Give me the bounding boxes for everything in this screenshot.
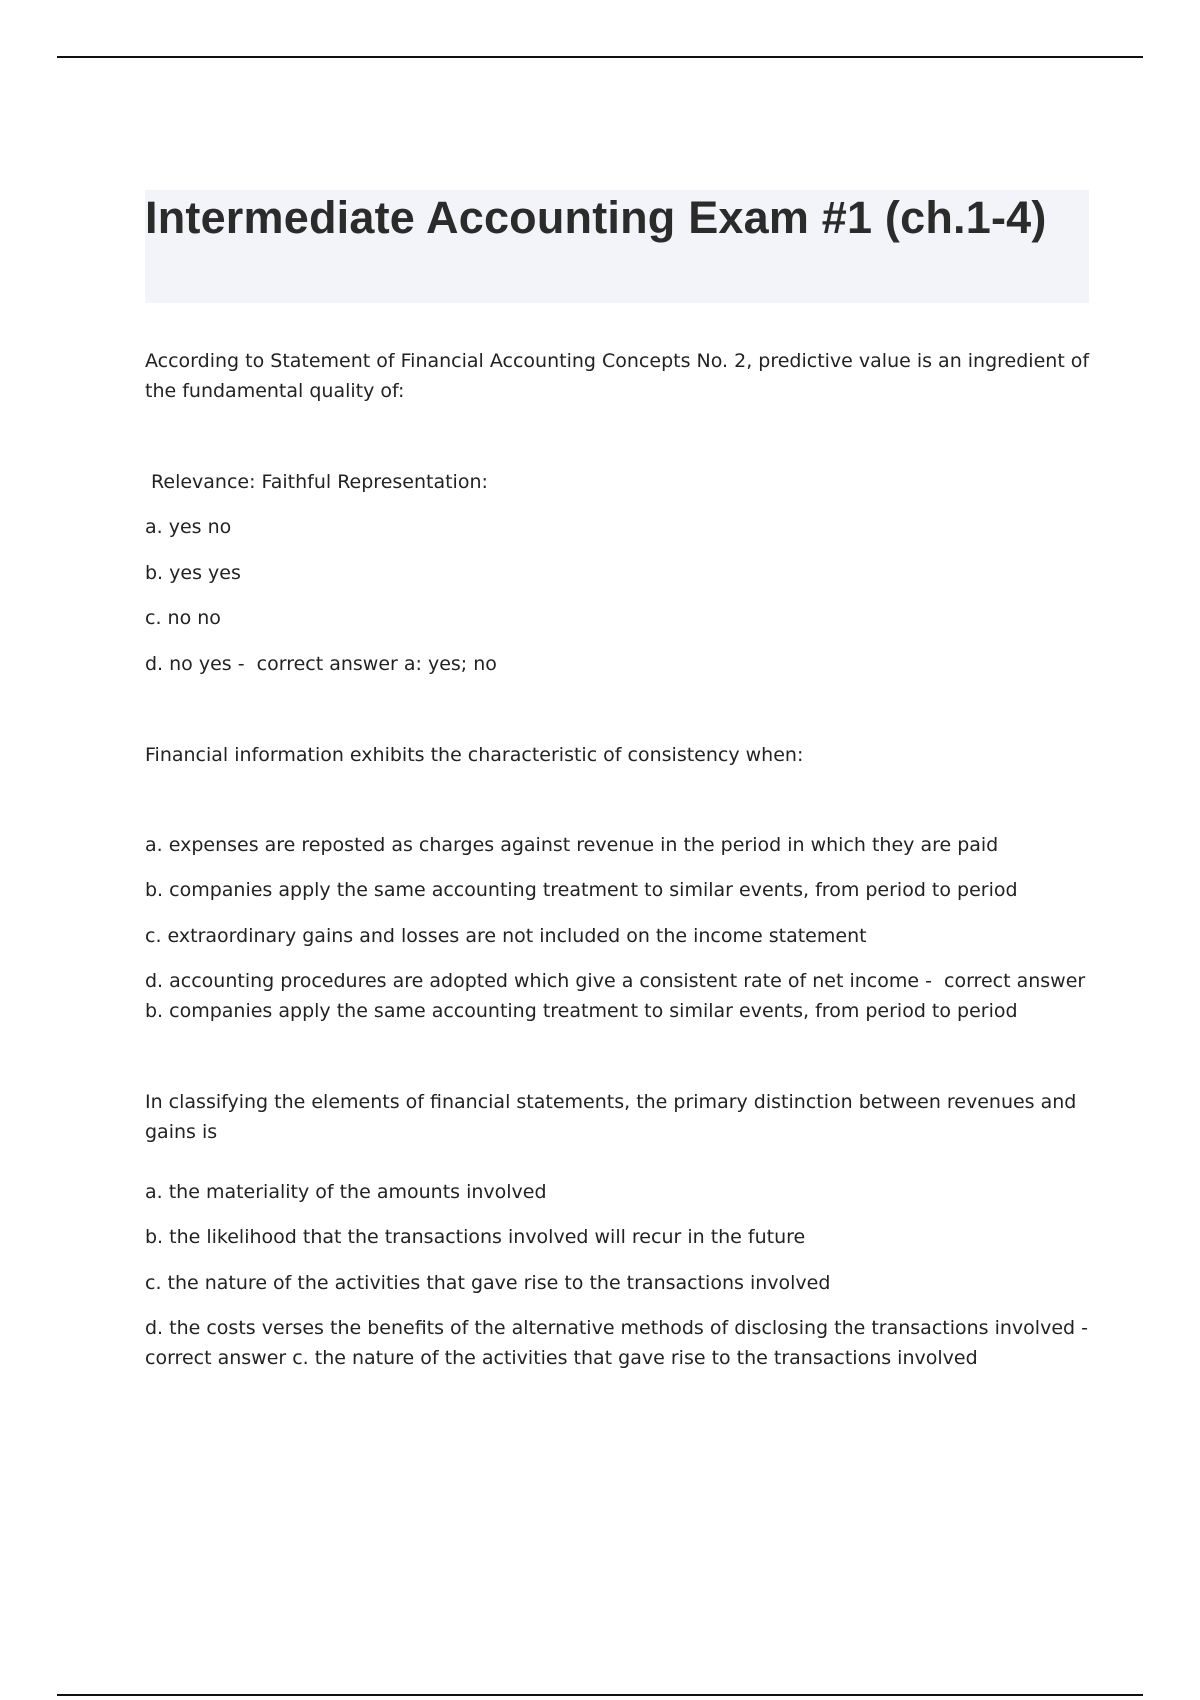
- question-1-option-c: c. no no: [145, 607, 221, 629]
- question-3-text: In classifying the elements of financial statements, the primary distinction between revenues and gains is: [145, 1091, 1077, 1143]
- question-1-option-a: a. yes no: [145, 516, 232, 538]
- title-banner: [145, 190, 1089, 303]
- bottom-rule: [57, 1694, 1143, 1696]
- question-3-option-a: a. the materiality of the amounts involved: [145, 1181, 547, 1203]
- question-1-option-d: d. no yes - correct answer a: yes; no: [145, 653, 497, 675]
- question-3-option-d: d. the costs verses the benefits of the alternative methods of disclosing the transactions involved - correct answer c. the nature of the activities that gave rise to the transactions involved: [145, 1317, 1101, 1369]
- question-2-option-b: b. companies apply the same accounting treatment to similar events, from period to period: [145, 879, 1018, 901]
- question-3-option-c: c. the nature of the activities that gave rise to the transactions involved: [145, 1272, 831, 1294]
- question-2-text: Financial information exhibits the characteristic of consistency when:: [145, 744, 804, 766]
- page-title: Intermediate Accounting Exam #1 (ch.1-4): [145, 192, 1047, 243]
- question-1-subheader: Relevance: Faithful Representation:: [145, 471, 488, 493]
- question-2-option-d: d. accounting procedures are adopted which give a consistent rate of net income - correct answer b. companies apply the same accounting treatment to similar events, from period to period: [145, 970, 1092, 1022]
- question-1-text: According to Statement of Financial Accounting Concepts No. 2, predictive value is an ingredient of the fundamental quality of:: [145, 350, 1090, 402]
- question-2-option-c: c. extraordinary gains and losses are not included on the income statement: [145, 925, 867, 947]
- question-1-option-b: b. yes yes: [145, 562, 241, 584]
- question-3-option-b: b. the likelihood that the transactions involved will recur in the future: [145, 1226, 806, 1248]
- question-2-option-a: a. expenses are reposted as charges against revenue in the period in which they are paid: [145, 834, 999, 856]
- top-rule: [57, 56, 1143, 58]
